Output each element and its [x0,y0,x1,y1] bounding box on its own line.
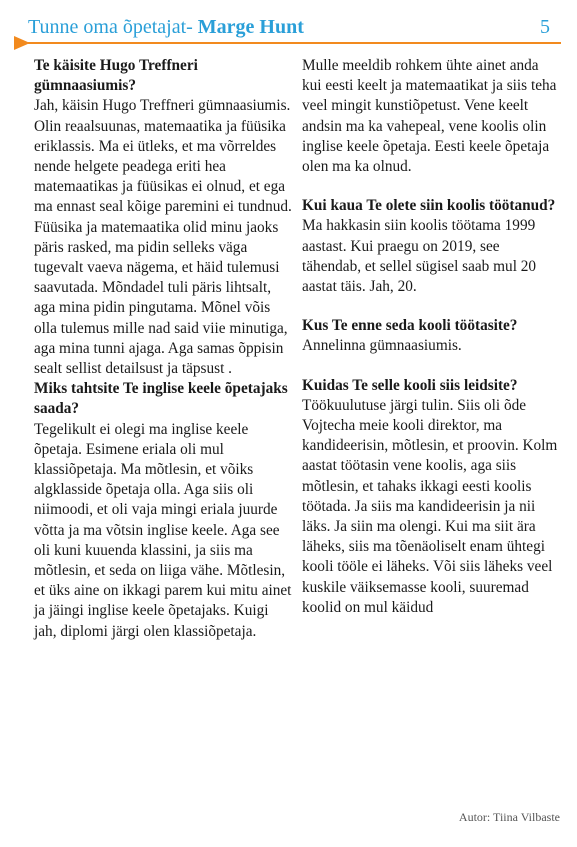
right-column [302,56,560,618]
interview-question: Kus Te enne seda kooli töötasite? [302,317,518,335]
spacer [302,177,560,196]
interview-answer: Annelinna gümnaasiumis. [302,337,462,355]
interview-answer: Jah, käisin Hugo Treffneri gümnaasiumis. Olin reaalsuunas, matemaatika ja füüsika eriklassis. Ma ei ütleks, et ma võrreldes nende helgete peadega eriti hea matemaatikas ja füüsikas ei olnud, et ega ma ennast seal kõige paremini ei tundnud. Füüsika ja matemaatika olid minu jaoks päris rasked, ma pidin selleks väga tugevalt vaeva nägema, et häid tulemusi saavutada. Mõndadel tuli päris lihtsalt, aga mina pidin pingutama. Mõnel võis olla tulemus mille nad said viie minutiga, aga mina tunni ajaga. Aga samas õppisin sealt sellist detailsust ja täpsust . [34,97,292,378]
spacer [302,357,560,376]
interview-question: Kui kaua Te olete siin koolis töötanud? [302,197,556,215]
spacer [302,297,560,316]
interview-answer: Tegelikult ei olegi ma inglise keele õpetaja. Esimene eriala oli mul klassiõpetaja. Ma mõtlesin, et võiks algklasside õpetaja olla. Aga siis oli niimoodi, et oli vaja mingi eriala juurde võtta ja ma võtsin inglise keele. Aga see oli kuni kuuenda klassini, ja siis ma mõtlesin, et seda on liiga vähe. Mõtlesin, et üks aine on ikkagi parem kui mitu ainet ja jäingi inglise keele õpetajaks. Kuigi jah, diplomi järgi olen klassiõpetaja. [34,420,292,640]
author-credit: Autor: Tiina Vilbaste [458,810,560,824]
interview-answer: Mulle meeldib rohkem ühte ainet anda kui eesti keelt ja matemaatikat ja siis teha veel mingit kunstiõpetust. Vene keelt andsin ma ka vahepeal, vene koolis olin inglise keele õpetaja. Eesti keele õpetaja olen ma ka olnud. [302,57,557,176]
interview-answer: Töökuulutuse järgi tulin. Siis oli õde Vojtecha meie kooli direktor, ma kandideerisin, mõtlesin, et proovin. Kolm aastat töötasin vene koolis, aga siis mõtlesin, et tahaks ikkagi eesti koolis töötada. Ja siis ma kandideerisin ja nii läks. Ja siin ma olengi. Kui ma siit ära läheks, siis ma tõenäoliselt enam ühtegi kooli tööle ei läheks. Või siis läheks veel kuskile väiksemasse kooli, suuremad koolid on mul käidud [302,396,558,616]
left-column [34,56,292,642]
page-title [28,16,304,38]
header-rule [28,42,561,44]
title-prefix: Tunne oma õpetajat- [28,16,198,38]
interview-answer: Ma hakkasin siin koolis töötama 1999 aastast. Kui praegu on 2019, see tähendab, et sellel sügisel saab mul 20 aastat täis. Jah, 20. [302,217,537,296]
page-number: 5 [540,16,550,38]
page-header [28,16,558,42]
interview-question: Miks tahtsite Te inglise keele õpetajaks saada? [34,380,288,418]
interview-question: Te käisite Hugo Treffneri gümnaasiumis? [34,57,198,95]
teacher-name: Marge Hunt [197,16,304,38]
interview-question: Kuidas Te selle kooli siis leidsite? [302,376,518,394]
